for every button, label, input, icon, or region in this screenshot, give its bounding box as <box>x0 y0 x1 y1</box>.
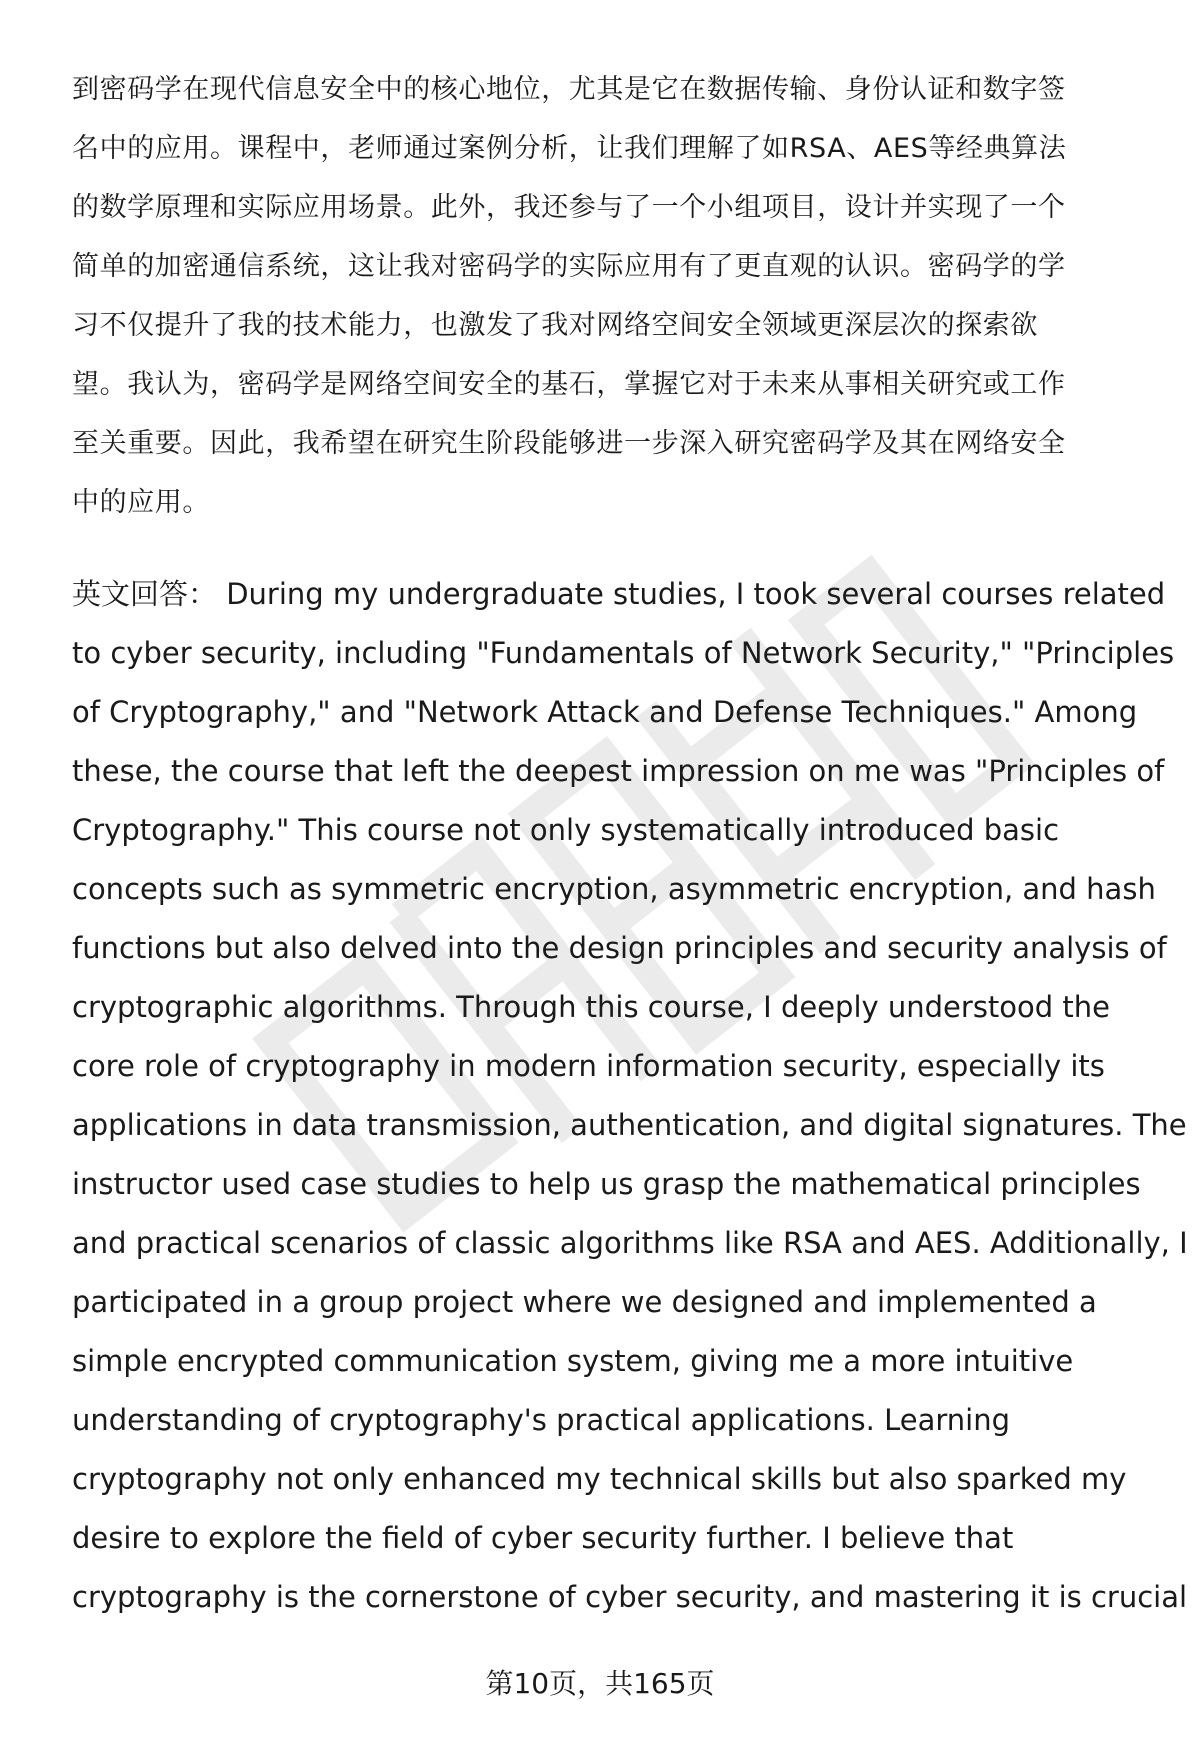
text-line: participated in a group project where we designed and implemented a <box>72 1285 1097 1319</box>
text-line: 英文回答： During my undergraduate studies, I took several courses related <box>72 577 1166 611</box>
text-line: core role of cryptography in modern information security, especially its <box>72 1049 1105 1083</box>
chinese-paragraph <box>72 60 1152 532</box>
text-line: 的数学原理和实际应用场景。此外，我还参与了一个小组项目，设计并实现了一个 <box>72 192 1066 223</box>
text-line: applications in data transmission, authentication, and digital signatures. The <box>72 1108 1187 1142</box>
text-line: cryptography is the cornerstone of cyber security, and mastering it is crucial <box>72 1580 1188 1614</box>
text-line: and practical scenarios of classic algorithms like RSA and AES. Additionally, I <box>72 1226 1188 1260</box>
text-line: concepts such as symmetric encryption, asymmetric encryption, and hash <box>72 872 1156 906</box>
text-line: 简单的加密通信系统，这让我对密码学的实际应用有了更直观的认识。密码学的学 <box>72 251 1066 282</box>
text-line: these, the course that left the deepest impression on me was "Principles of <box>72 754 1165 788</box>
text-line: 到密码学在现代信息安全中的核心地位，尤其是它在数据传输、身份认证和数字签 <box>72 74 1066 105</box>
page-number-footer: 第10页，共165页 <box>485 1667 715 1700</box>
text-line: 名中的应用。课程中，老师通过案例分析，让我们理解了如RSA、AES等经典算法 <box>72 133 1067 164</box>
english-answer-paragraph <box>72 565 1188 1627</box>
text-line: 至关重要。因此，我希望在研究生阶段能够进一步深入研究密码学及其在网络安全 <box>72 428 1066 459</box>
text-line: 习不仅提升了我的技术能力，也激发了我对网络空间安全领域更深层次的探索欲 <box>72 310 1038 341</box>
text-line: cryptographic algorithms. Through this course, I deeply understood the <box>72 990 1111 1024</box>
text-line: 中的应用。 <box>72 487 210 518</box>
text-line: desire to explore the field of cyber security further. I believe that <box>72 1521 1014 1555</box>
text-line: functions but also delved into the design principles and security analysis of <box>72 931 1167 965</box>
text-line: understanding of cryptography's practical applications. Learning <box>72 1403 1010 1437</box>
text-line: to cyber security, including "Fundamentals of Network Security," "Principles <box>72 636 1175 670</box>
text-line: 望。我认为，密码学是网络空间安全的基石，掌握它对于未来从事相关研究或工作 <box>72 369 1066 400</box>
text-line: of Cryptography," and "Network Attack and Defense Techniques." Among <box>72 695 1138 729</box>
text-line: simple encrypted communication system, giving me a more intuitive <box>72 1344 1074 1378</box>
text-line: cryptography not only enhanced my technical skills but also sparked my <box>72 1462 1127 1496</box>
text-line: instructor used case studies to help us grasp the mathematical principles <box>72 1167 1141 1201</box>
text-line: Cryptography." This course not only systematically introduced basic <box>72 813 1060 847</box>
